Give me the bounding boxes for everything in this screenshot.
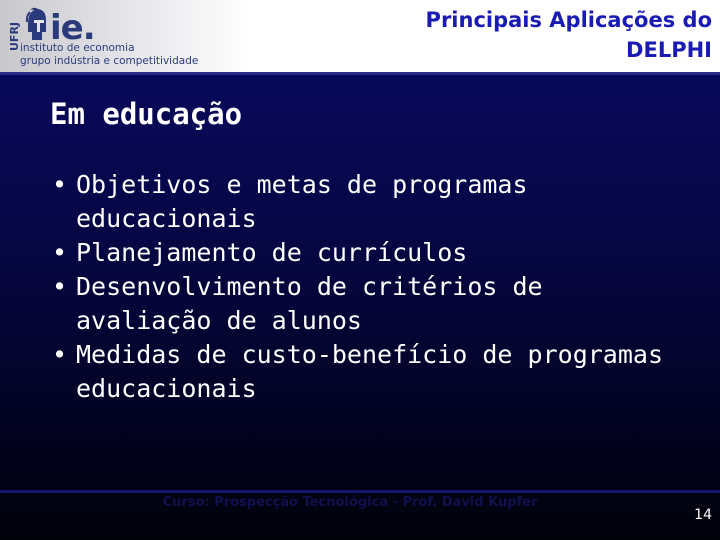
bullet-text: Planejamento de currículos [76,238,468,267]
page-number: 14 [694,507,712,523]
logo-group-name: grupo indústria e competitividade [20,55,199,67]
bullet-text: Medidas de custo-benefício de programas educacionais [76,340,663,403]
bullet-icon: • [52,238,68,267]
bullet-text: Objetivos e metas de programas educacionais [76,170,528,233]
slide-title-line1: Principais Aplicações do [425,8,712,32]
logo-institute-name: instituto de economia [20,42,135,54]
bullet-icon: • [52,340,68,369]
logo-brand: ie. [50,8,95,48]
slide-title-line2: DELPHI [626,38,712,62]
bullet-item [50,338,690,406]
section-heading: Em educação [50,97,243,131]
bullet-item [50,270,690,338]
header-divider [0,72,720,75]
logo-ufrj-text: UFRJ [8,21,21,51]
bullet-text: Desenvolvimento de critérios de avaliação de alunos [76,272,543,335]
helmet-icon [24,6,48,46]
bullet-item [50,168,690,236]
bullet-icon: • [52,170,68,199]
bullet-item [50,236,690,270]
footer-course-info: Curso: Prospecção Tecnológica - Prof. David Kupfer [162,495,538,510]
institute-logo [6,4,199,68]
bullet-list [50,168,690,406]
bullet-icon: • [52,272,68,301]
slide-title [292,5,712,65]
footer-divider [0,490,720,493]
